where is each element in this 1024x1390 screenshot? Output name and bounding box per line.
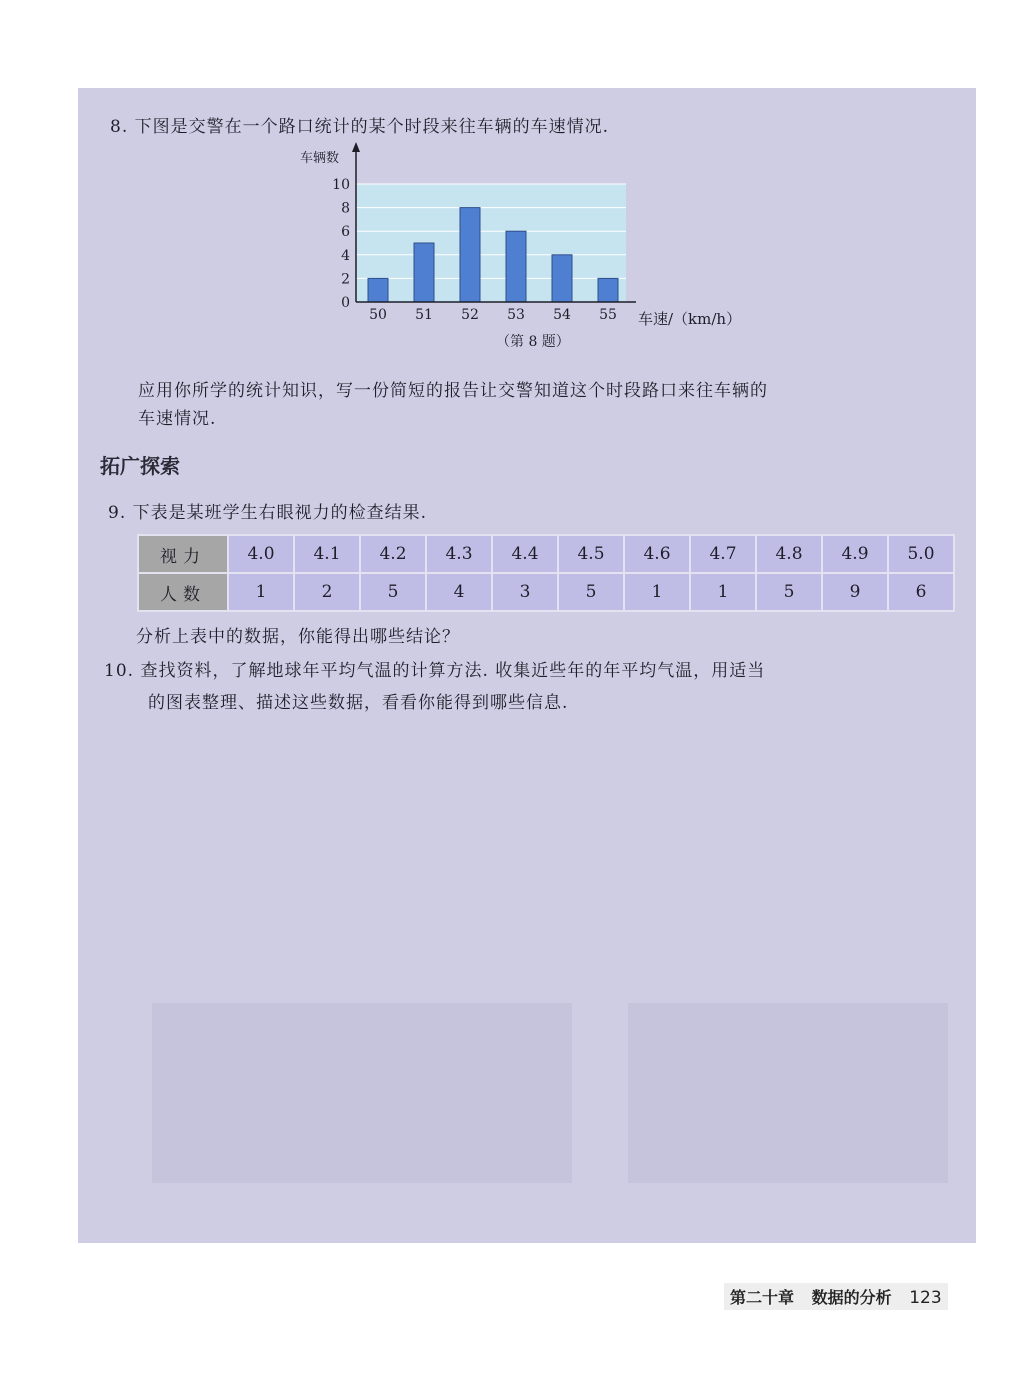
y-tick-labels <box>332 177 350 311</box>
count-cell: 1 <box>624 573 690 611</box>
bar <box>414 243 434 302</box>
count-cell: 5 <box>558 573 624 611</box>
vision-cell: 4.7 <box>690 535 756 573</box>
vision-cell: 4.0 <box>228 535 294 573</box>
count-row-header: 人数 <box>138 573 228 611</box>
vision-row <box>138 535 954 573</box>
bar <box>460 208 480 302</box>
footer-title: 数据的分析 <box>811 1288 892 1307</box>
count-cell: 5 <box>756 573 822 611</box>
x-tick-label: 53 <box>507 307 525 323</box>
q10-line-1 <box>104 656 765 681</box>
q10-text-line-1: 查找资料，了解地球年平均气温的计算方法. 收集近些年的年平均气温，用适当 <box>140 661 766 681</box>
bar <box>552 255 572 302</box>
vision-table <box>137 534 955 612</box>
page-number: 123 <box>909 1288 942 1308</box>
y-axis-label: 车辆数 <box>300 151 340 166</box>
y-tick-label: 2 <box>341 271 350 288</box>
bleed-through-block-right <box>628 1003 948 1183</box>
vision-cell: 4.1 <box>294 535 360 573</box>
x-tick-label: 54 <box>553 307 571 323</box>
vision-cell: 4.8 <box>756 535 822 573</box>
vision-row-header: 视力 <box>138 535 228 573</box>
count-row <box>138 573 954 611</box>
page-footer <box>724 1283 948 1310</box>
q8-number: 8. <box>110 117 129 137</box>
section-heading: 拓广探索 <box>100 454 180 478</box>
count-cell: 1 <box>228 573 294 611</box>
q8-report-line-2: 车速情况. <box>138 409 217 429</box>
vision-cell: 5.0 <box>888 535 954 573</box>
y-axis-arrow <box>352 142 360 152</box>
vision-cell: 4.5 <box>558 535 624 573</box>
y-tick-label: 8 <box>341 200 350 217</box>
bar <box>598 278 618 302</box>
count-cell: 4 <box>426 573 492 611</box>
vision-cell: 4.6 <box>624 535 690 573</box>
x-tick-label: 51 <box>415 307 433 323</box>
x-axis-label: 车速/（km/h） <box>638 310 742 328</box>
x-tick-label: 50 <box>369 307 387 323</box>
count-cell: 3 <box>492 573 558 611</box>
vision-cell: 4.4 <box>492 535 558 573</box>
vision-cell: 4.9 <box>822 535 888 573</box>
q9-statement <box>108 498 427 523</box>
q10-number: 10. <box>104 661 135 681</box>
x-tick-label: 55 <box>599 307 617 323</box>
count-cell: 2 <box>294 573 360 611</box>
speed-bar-chart <box>296 138 776 356</box>
y-tick-label: 6 <box>341 224 350 241</box>
y-tick-label: 10 <box>332 177 350 193</box>
q9-number: 9. <box>108 503 127 523</box>
q9-question: 分析上表中的数据，你能得出哪些结论？ <box>136 627 460 647</box>
q8-report-line-1: 应用你所学的统计知识，写一份简短的报告让交警知道这个时段路口来往车辆的 <box>138 381 768 401</box>
count-cell: 6 <box>888 573 954 611</box>
y-tick-label: 0 <box>341 295 350 311</box>
count-cell: 1 <box>690 573 756 611</box>
x-tick-label: 52 <box>461 307 479 323</box>
footer-chapter: 第二十章 <box>730 1288 795 1307</box>
count-cell: 5 <box>360 573 426 611</box>
y-tick-label: 4 <box>341 247 350 264</box>
chart-caption: （第 8 题） <box>496 334 570 350</box>
bar <box>368 278 388 302</box>
bleed-through-block-left <box>152 1003 572 1183</box>
plot-background <box>356 184 626 302</box>
x-tick-labels <box>369 307 617 323</box>
q10-line-2: 的图表整理、描述这些数据，看看你能得到哪些信息. <box>148 693 569 713</box>
q8-text: 下图是交警在一个路口统计的某个时段来往车辆的车速情况. <box>134 117 610 137</box>
count-cell: 9 <box>822 573 888 611</box>
bar <box>506 231 526 302</box>
vision-cell: 4.2 <box>360 535 426 573</box>
q8-statement <box>110 112 609 137</box>
vision-cell: 4.3 <box>426 535 492 573</box>
q9-text: 下表是某班学生右眼视力的检查结果. <box>132 503 428 523</box>
